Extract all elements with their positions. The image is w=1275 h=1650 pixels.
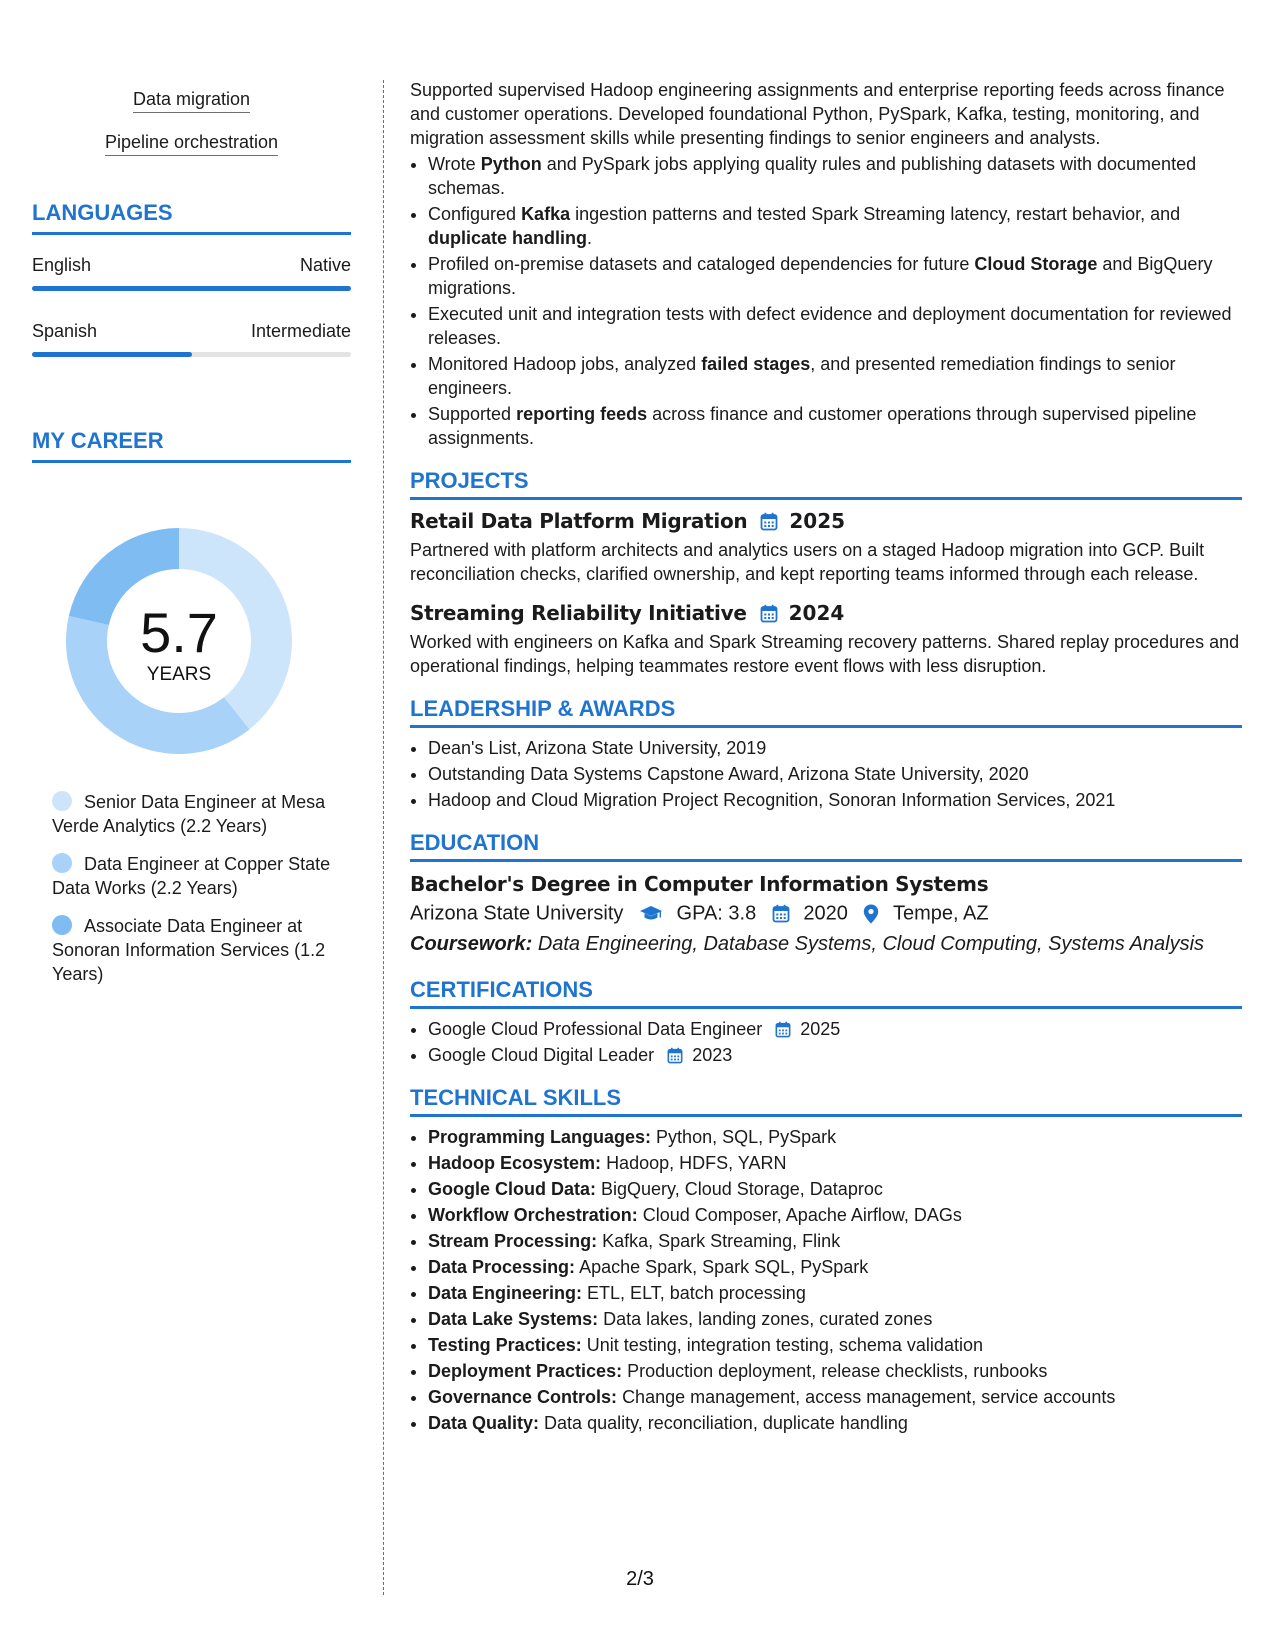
- skill-value: BigQuery, Cloud Storage, Dataproc: [601, 1178, 883, 1199]
- skills-section: [410, 1085, 1242, 1435]
- tag-list: [32, 88, 351, 174]
- career-legend-item: [52, 852, 332, 900]
- skill-value: Change management, access management, service accounts: [622, 1386, 1116, 1407]
- calendar-icon: [760, 512, 778, 531]
- career-total: 5.7: [140, 601, 218, 664]
- education-heading: EDUCATION: [410, 830, 1242, 862]
- education-details: [410, 898, 1242, 929]
- awards-list: [410, 736, 1242, 812]
- awards-section: [410, 696, 1242, 812]
- skill-item: [428, 1229, 1242, 1253]
- certification-item: [428, 1043, 1242, 1067]
- skill-label: Governance Controls:: [428, 1386, 618, 1407]
- language-bar: [32, 286, 351, 291]
- column-divider: [383, 80, 384, 1595]
- certifications-section: [410, 977, 1242, 1067]
- skill-label: Deployment Practices:: [428, 1360, 623, 1381]
- language-name: English: [32, 255, 92, 275]
- skill-label: Data Quality:: [428, 1412, 540, 1433]
- certification-year: 2025: [800, 1018, 841, 1039]
- language-english: [32, 254, 351, 291]
- skill-value: Cloud Composer, Apache Airflow, DAGs: [642, 1204, 962, 1225]
- right-column: [410, 78, 1242, 1437]
- skill-value: Data quality, reconciliation, duplicate handling: [544, 1412, 908, 1433]
- project-item: [410, 600, 1242, 678]
- calendar-icon: [775, 1021, 791, 1038]
- language-bar-fill: [32, 286, 351, 291]
- education-school: Arizona State University: [410, 902, 624, 925]
- experience-bullet: • Monitored Hadoop jobs, analyzed failed stages, and presented remediation findings to senior engineers.: [428, 352, 1242, 400]
- career-unit: YEARS: [146, 664, 212, 685]
- skill-item: [428, 1177, 1242, 1201]
- certifications-list: [410, 1017, 1242, 1067]
- skill-item: [428, 1255, 1242, 1279]
- career-label: Data Engineer at Copper State Data Works (2.2 Years): [52, 854, 331, 898]
- experience-bullet: • Profiled on-premise datasets and cataloged dependencies for future Cloud Storage and BigQuery migrations.: [428, 252, 1242, 300]
- certification-name: Google Cloud Digital Leader: [428, 1044, 655, 1065]
- project-title: Streaming Reliability Initiative: [410, 601, 747, 625]
- coursework-label: Coursework:: [410, 932, 533, 955]
- skill-label: Data Lake Systems:: [428, 1308, 599, 1329]
- career-label: Senior Data Engineer at Mesa Verde Analytics (2.2 Years): [52, 792, 326, 836]
- career-label: Associate Data Engineer at Sonoran Information Services (1.2 Years): [52, 916, 326, 984]
- calendar-icon: [760, 604, 778, 623]
- language-bar-fill: [32, 352, 192, 357]
- skill-item: [428, 1333, 1242, 1357]
- education-gpa: GPA: 3.8: [676, 902, 757, 925]
- career-donut-chart: [66, 528, 292, 754]
- skill-value: Apache Spark, Spark SQL, PySpark: [579, 1256, 869, 1277]
- education-section: [410, 830, 1242, 959]
- skill-value: Hadoop, HDFS, YARN: [606, 1152, 787, 1173]
- skill-item: [428, 1411, 1242, 1435]
- career-heading: MY CAREER: [32, 428, 351, 463]
- tag-item: Pipeline orchestration: [105, 131, 278, 156]
- certification-item: [428, 1017, 1242, 1041]
- experience-bullet: • Executed unit and integration tests with defect evidence and deployment documentation for reviewed releases.: [428, 302, 1242, 350]
- skill-item: [428, 1125, 1242, 1149]
- certification-year: 2023: [692, 1044, 733, 1065]
- experience-bullet: • Configured Kafka ingestion patterns and tested Spark Streaming latency, restart behavior, and duplicate handling.: [428, 202, 1242, 250]
- skill-label: Stream Processing:: [428, 1230, 598, 1251]
- career-legend-item: [52, 914, 332, 986]
- skill-value: Production deployment, release checklists, runbooks: [627, 1360, 1048, 1381]
- career-legend-item: [52, 790, 332, 838]
- education-degree: Bachelor's Degree in Computer Information Systems: [410, 872, 989, 896]
- project-item: [410, 508, 1242, 586]
- skill-value: Kafka, Spark Streaming, Flink: [602, 1230, 841, 1251]
- skill-value: Data lakes, landing zones, curated zones: [603, 1308, 933, 1329]
- legend-dot-icon: [52, 915, 72, 935]
- skill-label: Hadoop Ecosystem:: [428, 1152, 602, 1173]
- language-level: Intermediate: [250, 321, 351, 341]
- location-pin-icon: [863, 904, 879, 924]
- graduation-cap-icon: [639, 905, 663, 923]
- education-year: 2020: [803, 902, 848, 925]
- career-legend: [52, 790, 332, 1000]
- certifications-heading: CERTIFICATIONS: [410, 977, 1242, 1009]
- education-location: Tempe, AZ: [892, 902, 989, 925]
- skill-value: Unit testing, integration testing, schema validation: [586, 1334, 983, 1355]
- language-name: Spanish: [32, 321, 98, 341]
- projects-heading: PROJECTS: [410, 468, 1242, 500]
- project-year: 2025: [789, 509, 846, 533]
- award-item: • Dean's List, Arizona State University, 2019: [428, 736, 1242, 760]
- legend-dot-icon: [52, 791, 72, 811]
- skill-label: Data Processing:: [428, 1256, 576, 1277]
- certification-name: Google Cloud Professional Data Engineer: [428, 1018, 763, 1039]
- coursework-value: Data Engineering, Database Systems, Cloud Computing, Systems Analysis: [537, 932, 1205, 955]
- projects-section: [410, 468, 1242, 678]
- skill-item: [428, 1151, 1242, 1175]
- language-spanish: [32, 320, 351, 357]
- project-description: Worked with engineers on Kafka and Spark Streaming recovery patterns. Shared replay procedures and operational findings, helping teammates restore event flows with less disruption.: [410, 632, 1240, 676]
- page-number: 2/3: [626, 1568, 654, 1590]
- skill-label: Data Engineering:: [428, 1282, 583, 1303]
- project-description: Partnered with platform architects and analytics users on a staged Hadoop migration into GCP. Built reconciliation checks, clarified ownership, and kept reporting teams informed through each release.: [410, 540, 1205, 584]
- award-item: • Outstanding Data Systems Capstone Award, Arizona State University, 2020: [428, 762, 1242, 786]
- skill-item: [428, 1281, 1242, 1305]
- experience-bullet: • Supported reporting feeds across finance and customer operations through supervised pipeline assignments.: [428, 402, 1242, 450]
- awards-heading: LEADERSHIP & AWARDS: [410, 696, 1242, 728]
- language-bar: [32, 352, 351, 357]
- skills-list: [410, 1125, 1242, 1435]
- skill-label: Google Cloud Data:: [428, 1178, 596, 1199]
- award-item: • Hadoop and Cloud Migration Project Recognition, Sonoran Information Services, 2021: [428, 788, 1242, 812]
- skill-item: [428, 1385, 1242, 1409]
- skill-item: [428, 1203, 1242, 1227]
- experience-bullet: • Wrote Python and PySpark jobs applying quality rules and publishing datasets with documented schemas.: [428, 152, 1242, 200]
- project-year: 2024: [788, 601, 845, 625]
- skill-value: Python, SQL, PySpark: [656, 1126, 837, 1147]
- legend-dot-icon: [52, 853, 72, 873]
- languages-heading: LANGUAGES: [32, 200, 351, 235]
- skill-item: [428, 1307, 1242, 1331]
- skill-label: Programming Languages:: [428, 1126, 652, 1147]
- language-level: Native: [299, 255, 351, 275]
- tag-item: Data migration: [133, 88, 250, 113]
- skill-label: Testing Practices:: [428, 1334, 582, 1355]
- skill-value: ETL, ELT, batch processing: [587, 1282, 806, 1303]
- skills-heading: TECHNICAL SKILLS: [410, 1085, 1242, 1117]
- project-title: Retail Data Platform Migration: [410, 509, 748, 533]
- experience-summary: Supported supervised Hadoop engineering assignments and enterprise reporting feeds across finance and customer operations. Developed foundational Python, PySpark, Kafka, testing, monitoring, and migration assessment skills while presenting findings to senior engineers and analysts.: [410, 80, 1225, 148]
- skill-label: Workflow Orchestration:: [428, 1204, 638, 1225]
- experience-bullets: [410, 152, 1242, 450]
- calendar-icon: [772, 904, 790, 923]
- education-coursework: [410, 929, 1242, 959]
- calendar-icon: [667, 1047, 683, 1064]
- skill-item: [428, 1359, 1242, 1383]
